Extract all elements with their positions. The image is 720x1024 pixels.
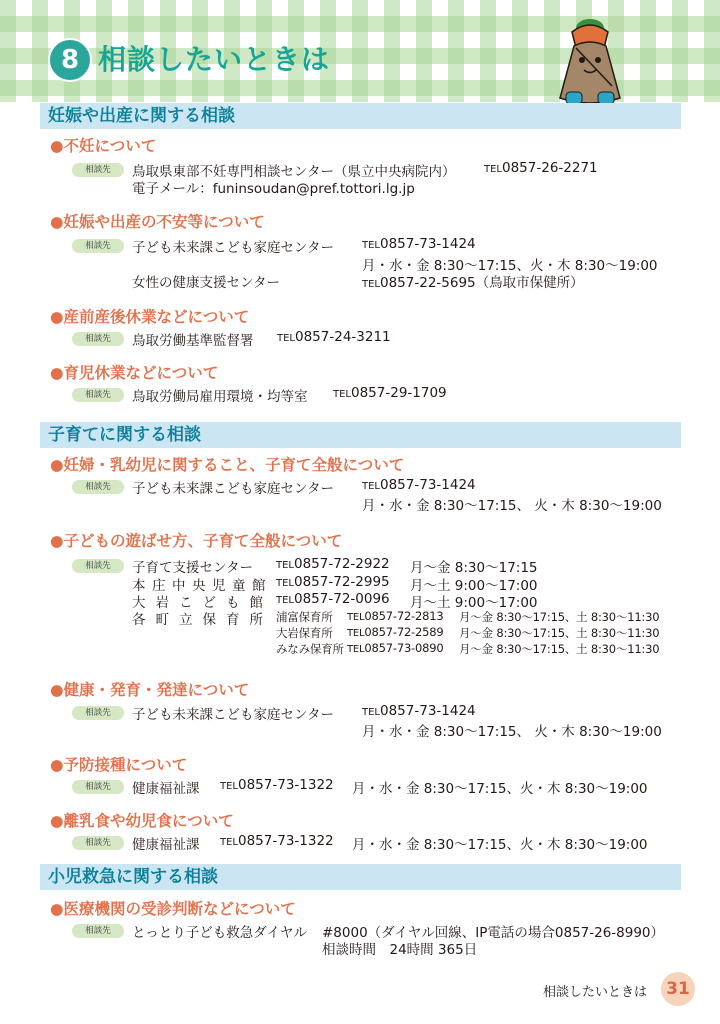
contact-name: 鳥取県東部不妊専門相談センター（県立中央病院内）: [132, 164, 456, 180]
section-pregnancy: 妊娠や出産に関する相談: [40, 103, 681, 129]
nursery-name: 浦富保育所: [276, 610, 333, 624]
contact-name: 女性の健康支援センター: [132, 275, 280, 291]
consult-badge: 相談先: [72, 780, 124, 794]
nursery-tel: TEL0857-72-2813: [347, 609, 444, 623]
page-number: 31: [661, 972, 695, 1006]
consult-badge: 相談先: [72, 559, 124, 573]
contact-tel: TEL0857-22-5695（鳥取市保健所）: [362, 275, 584, 291]
contact-tel: TEL0857-73-1322: [220, 777, 334, 793]
nursery-hours: 月〜金 8:30〜17:15、土 8:30〜11:30: [459, 642, 660, 656]
footer-label: 相談したいときは: [543, 985, 648, 1000]
nursery-hours: 月〜金 8:30〜17:15、土 8:30〜11:30: [459, 610, 660, 624]
contact-tel: TEL0857-73-1424: [362, 236, 476, 252]
topic-infertility: ●不妊について: [50, 137, 157, 155]
nursery-name: みなみ保育所: [276, 642, 344, 656]
contact-name: 子ども未来課こども家庭センター: [132, 481, 334, 497]
chapter-number-badge: 8: [48, 38, 92, 82]
topic-play: ●子どもの遊ばせ方、子育て全般について: [50, 532, 343, 550]
contact-tel: TEL0857-24-3211: [277, 329, 391, 345]
contact-hours: 月〜金 8:30〜17:15: [410, 560, 538, 576]
topic-childcare-leave: ●育児休業などについて: [50, 364, 219, 382]
contact-hours: 月〜土 9:00〜17:00: [410, 578, 538, 594]
consult-badge: 相談先: [72, 706, 124, 720]
nursery-tel: TEL0857-73-0890: [347, 641, 444, 655]
contact-tel: TEL0857-72-2995: [276, 574, 390, 590]
page-title: 相談したいときは: [98, 43, 331, 76]
contact-name: とっとり子ども救急ダイヤル: [132, 925, 307, 941]
section-pediatric-emergency: 小児救急に関する相談: [40, 864, 681, 890]
contact-tel: TEL0857-72-2922: [276, 556, 390, 572]
consult-badge: 相談先: [72, 332, 124, 346]
contact-name: 鳥取労働局雇用環境・均等室: [132, 389, 308, 405]
nursery-name: 大岩保育所: [276, 626, 333, 640]
contact-name: 各町立保育所: [132, 612, 273, 628]
topic-pregnancy-anxiety: ●妊娠や出産の不安等について: [50, 213, 265, 231]
contact-tel: TEL0857-73-1322: [220, 833, 334, 849]
contact-tel: TEL0857-72-0096: [276, 591, 390, 607]
contact-tel: TEL0857-29-1709: [333, 385, 447, 401]
contact-hours: 月・水・金 8:30〜17:15、 火・木 8:30〜19:00: [362, 498, 662, 514]
contact-name: 本庄中央児童館: [132, 578, 272, 594]
consult-badge: 相談先: [72, 163, 124, 177]
contact-hours: 月・水・金 8:30〜17:15、火・木 8:30〜19:00: [352, 781, 648, 797]
consult-badge: 相談先: [72, 836, 124, 850]
topic-infant-general: ●妊婦・乳幼児に関すること、子育て全般について: [50, 456, 405, 474]
consult-badge: 相談先: [72, 388, 124, 402]
consult-badge: 相談先: [72, 239, 124, 253]
topic-medical-judgment: ●医療機関の受診判断などについて: [50, 900, 296, 918]
topic-baby-food: ●離乳食や幼児食について: [50, 812, 234, 830]
contact-name: 健康福祉課: [132, 837, 200, 853]
topic-vaccination: ●予防接種について: [50, 756, 188, 774]
nursery-hours: 月〜金 8:30〜17:15、土 8:30〜11:30: [459, 626, 660, 640]
contact-tel: TEL0857-26-2271: [484, 160, 598, 176]
contact-name: 大岩こども館: [132, 595, 273, 611]
topic-development: ●健康・発育・発達について: [50, 681, 250, 699]
section-childrearing: 子育てに関する相談: [40, 422, 681, 448]
contact-name: 健康福祉課: [132, 781, 200, 797]
contact-hours: 月・水・金 8:30〜17:15、火・木 8:30〜19:00: [362, 258, 658, 274]
contact-name: 子育て支援センター: [132, 560, 253, 576]
contact-hours: 月・水・金 8:30〜17:15、 火・木 8:30〜19:00: [362, 724, 662, 740]
contact-name: 鳥取労働基準監督署: [132, 333, 254, 349]
contact-name: 子ども未来課こども家庭センター: [132, 240, 334, 256]
topic-maternity-leave: ●産前産後休業などについて: [50, 308, 250, 326]
nursery-tel: TEL0857-72-2589: [347, 625, 444, 639]
contact-hours: 月・水・金 8:30〜17:15、火・木 8:30〜19:00: [352, 837, 648, 853]
contact-tel: TEL0857-73-1424: [362, 703, 476, 719]
contact-tel: #8000（ダイヤル回線、IP電話の場合0857-26-8990）: [322, 925, 665, 941]
contact-tel: TEL0857-73-1424: [362, 477, 476, 493]
consult-badge: 相談先: [72, 924, 124, 938]
contact-name: 子ども未来課こども家庭センター: [132, 707, 334, 723]
contact-hours: 月〜土 9:00〜17:00: [410, 595, 538, 611]
contact-email: 電子メール：funinsoudan@pref.tottori.lg.jp: [132, 181, 415, 197]
contact-hours: 相談時間 24時間 365日: [322, 942, 478, 958]
mascot-illustration: [542, 8, 638, 112]
consult-badge: 相談先: [72, 480, 124, 494]
